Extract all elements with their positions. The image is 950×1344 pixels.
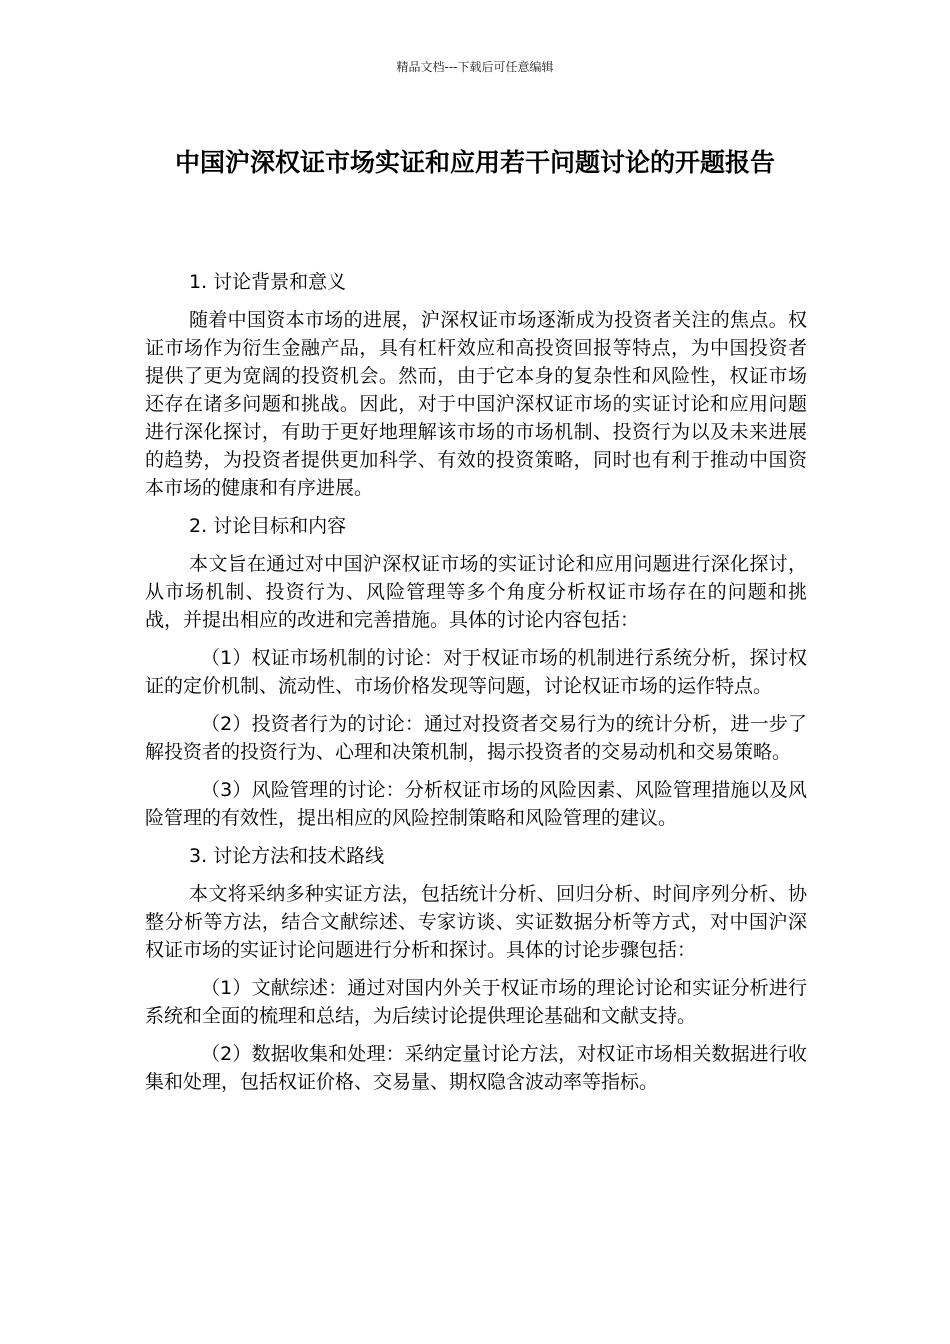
paragraph-background: 随着中国资本市场的进展，沪深权证市场逐渐成为投资者关注的焦点。权证市场作为衍生金融产品，具有杠杆效应和高投资回报等特点，为中国投资者提供了更为宽阔的投资机会。然而，由于它本身的复杂性和风险性，权证市场还存在诸多问题和挑战。因此，对于中国沪深权证市场的实证讨论和应用问题进行深化探讨，有助于更好地理解该市场的市场机制、投资行为以及未来进展的趋势，为投资者提供更加科学、有效的投资策略，同时也有利于推动中国资本市场的健康和有序进展。 [145, 309, 807, 499]
section-heading-1: 1. 讨论背景和意义 [189, 271, 347, 293]
section-heading-2: 2. 讨论目标和内容 [189, 515, 347, 537]
paragraph-methods: 本文将采纳多种实证方法，包括统计分析、回归分析、时间序列分析、协整分析等方法，结合文献综述、专家访谈、实证数据分析等方式，对中国沪深权证市场的实证讨论问题进行分析和探讨。具体的讨论步骤包括： [145, 883, 807, 961]
document-body [145, 268, 807, 1106]
list-item-mechanism: （1）权证市场机制的讨论：对于权证市场的机制进行系统分析，探讨权证的定价机制、流动性、市场价格发现等问题，讨论权证市场的运作特点。 [145, 647, 807, 697]
paragraph-goals: 本文旨在通过对中国沪深权证市场的实证讨论和应用问题进行深化探讨，从市场机制、投资行为、风险管理等多个角度分析权证市场存在的问题和挑战，并提出相应的改进和完善措施。具体的讨论内容包括： [145, 553, 807, 631]
section-heading-3: 3. 讨论方法和技术路线 [189, 845, 385, 867]
page-title: 中国沪深权证市场实证和应用若干问题讨论的开题报告 [174, 148, 775, 177]
list-item-literature-review: （1）文献综述：通过对国内外关于权证市场的理论讨论和实证分析进行系统和全面的梳理和总结，为后续讨论提供理论基础和文献支持。 [145, 977, 807, 1027]
header-note: 精品文档---下载后可任意编辑 [396, 60, 554, 74]
list-item-risk-management: （3）风险管理的讨论：分析权证市场的风险因素、风险管理措施以及风险管理的有效性，提出相应的风险控制策略和风险管理的建议。 [145, 779, 807, 829]
list-item-investor-behavior: （2）投资者行为的讨论：通过对投资者交易行为的统计分析，进一步了解投资者的投资行为、心理和决策机制，揭示投资者的交易动机和交易策略。 [145, 713, 807, 763]
list-item-data-collection: （2）数据收集和处理：采纳定量讨论方法，对权证市场相关数据进行收集和处理，包括权证价格、交易量、期权隐含波动率等指标。 [145, 1043, 807, 1093]
